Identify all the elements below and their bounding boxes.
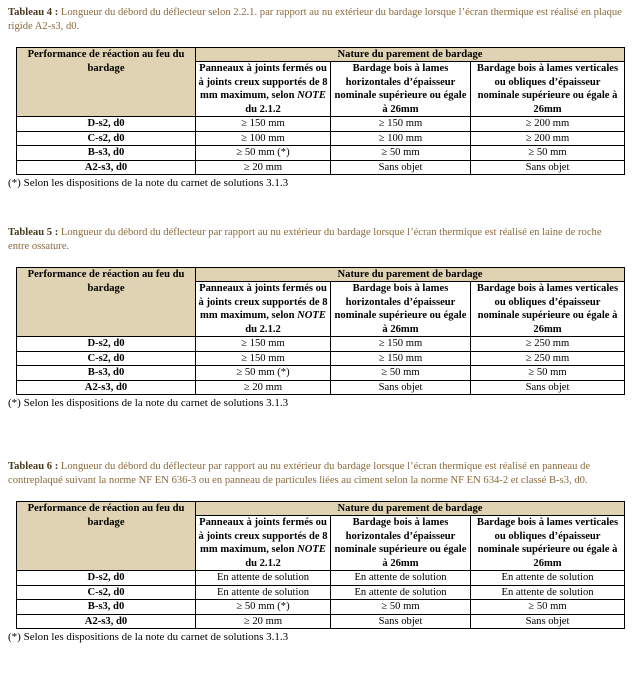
cell-value: ≥ 150 mm [196,351,331,365]
table-6 [16,501,625,629]
cell-value: ≥ 100 mm [196,131,331,145]
table-row [17,600,625,614]
cell-value: ≥ 20 mm [196,380,331,394]
table-row [17,351,625,365]
perf-header: Performance de réaction au feu du bardage [17,268,196,337]
col-header-vertical: Bardage bois à lames verticales ou obliques d’épaisseur nominale supérieure ou égale à 26mm [471,62,625,117]
cell-value: En attente de solution [196,585,331,599]
table-row [17,614,625,628]
cell-value: ≥ 50 mm [471,146,625,160]
footnote: (*) Selon les dispositions de la note du carnet de solutions 3.1.3 [8,177,289,189]
footnote: (*) Selon les dispositions de la note du carnet de solutions 3.1.3 [8,631,289,643]
row-label: B-s3, d0 [17,146,196,160]
caption-text: Longueur du débord du déflecteur par rapport au nu extérieur du bardage lorsque l’écran thermique est réalisé en laine de roche entre ossature. [8,227,602,252]
cell-value: ≥ 50 mm [471,366,625,380]
cell-value: ≥ 150 mm [196,117,331,131]
cell-value: En attente de solution [331,571,471,585]
cell-value: En attente de solution [196,571,331,585]
cell-value: En attente de solution [471,571,625,585]
cell-value: Sans objet [331,160,471,174]
cell-value: ≥ 250 mm [471,337,625,351]
col-header-horizontal: Bardage bois à lames horizontales d’épaisseur nominale supérieure ou égale à 26mm [331,516,471,571]
caption-label: Tableau 5 : [8,227,59,238]
row-label: C-s2, d0 [17,351,196,365]
row-label: A2-s3, d0 [17,380,196,394]
caption-label: Tableau 4 : [8,7,59,18]
table-caption [8,6,624,33]
table-row [17,131,625,145]
nature-header: Nature du parement de bardage [196,48,625,62]
row-label: D-s2, d0 [17,117,196,131]
cell-value: ≥ 50 mm (*) [196,600,331,614]
row-label: B-s3, d0 [17,366,196,380]
caption-text: Longueur du débord du déflecteur par rapport au nu extérieur du bardage lorsque l’écran thermique est réalisé en panneau de contreplaqué suivant la norme NF EN 636-3 ou en panneau de particules liées au ciment selon la norme NF EN 634-2 et classé B-s3, d0. [8,461,591,486]
col-header-panneaux: Panneaux à joints fermés ou à joints creux supportés de 8 mm maximum, selon NOTE du 2.1.2 [196,62,331,117]
cell-value: ≥ 150 mm [196,337,331,351]
col-header-horizontal: Bardage bois à lames horizontales d’épaisseur nominale supérieure ou égale à 26mm [331,62,471,117]
table-row [17,571,625,585]
row-label: D-s2, d0 [17,337,196,351]
table-row [17,585,625,599]
cell-value: Sans objet [471,380,625,394]
cell-value: ≥ 250 mm [471,351,625,365]
row-label: C-s2, d0 [17,585,196,599]
cell-value: Sans objet [331,614,471,628]
table-row [17,337,625,351]
nature-header: Nature du parement de bardage [196,502,625,516]
cell-value: ≥ 150 mm [331,337,471,351]
table-row [17,160,625,174]
cell-value: ≥ 50 mm [471,600,625,614]
cell-value: Sans objet [331,380,471,394]
footnote: (*) Selon les dispositions de la note du carnet de solutions 3.1.3 [8,397,289,409]
table-5 [16,267,625,395]
cell-value: ≥ 200 mm [471,131,625,145]
col-header-vertical: Bardage bois à lames verticales ou obliques d’épaisseur nominale supérieure ou égale à 26mm [471,282,625,337]
cell-value: ≥ 20 mm [196,614,331,628]
col-header-horizontal: Bardage bois à lames horizontales d’épaisseur nominale supérieure ou égale à 26mm [331,282,471,337]
col-header-panneaux: Panneaux à joints fermés ou à joints creux supportés de 8 mm maximum, selon NOTE du 2.1.2 [196,516,331,571]
table-row [17,117,625,131]
table-row [17,146,625,160]
row-label: D-s2, d0 [17,571,196,585]
cell-value: ≥ 50 mm [331,600,471,614]
col-header-panneaux: Panneaux à joints fermés ou à joints creux supportés de 8 mm maximum, selon NOTE du 2.1.2 [196,282,331,337]
cell-value: ≥ 50 mm [331,366,471,380]
row-label: A2-s3, d0 [17,614,196,628]
perf-header: Performance de réaction au feu du bardage [17,502,196,571]
nature-header: Nature du parement de bardage [196,268,625,282]
cell-value: Sans objet [471,614,625,628]
table-4 [16,47,625,175]
cell-value: ≥ 50 mm (*) [196,366,331,380]
cell-value: En attente de solution [471,585,625,599]
cell-value: ≥ 150 mm [331,351,471,365]
table-caption [8,460,624,487]
table-row [17,366,625,380]
cell-value: ≥ 200 mm [471,117,625,131]
cell-value: En attente de solution [331,585,471,599]
table-row [17,380,625,394]
cell-value: ≥ 50 mm [331,146,471,160]
caption-label: Tableau 6 : [8,461,59,472]
table-6-block [8,460,624,644]
cell-value: ≥ 50 mm (*) [196,146,331,160]
table-4-block [8,6,624,190]
cell-value: ≥ 150 mm [331,117,471,131]
table-5-block [8,226,624,410]
table-caption [8,226,624,253]
perf-header: Performance de réaction au feu du bardage [17,48,196,117]
caption-text: Longueur du débord du déflecteur selon 2.2.1. par rapport au nu extérieur du bardage lorsque l’écran thermique est réalisé en plaque rigide A2-s3, d0. [8,7,622,32]
row-label: A2-s3, d0 [17,160,196,174]
row-label: C-s2, d0 [17,131,196,145]
row-label: B-s3, d0 [17,600,196,614]
cell-value: ≥ 100 mm [331,131,471,145]
col-header-vertical: Bardage bois à lames verticales ou obliques d’épaisseur nominale supérieure ou égale à 26mm [471,516,625,571]
cell-value: Sans objet [471,160,625,174]
cell-value: ≥ 20 mm [196,160,331,174]
